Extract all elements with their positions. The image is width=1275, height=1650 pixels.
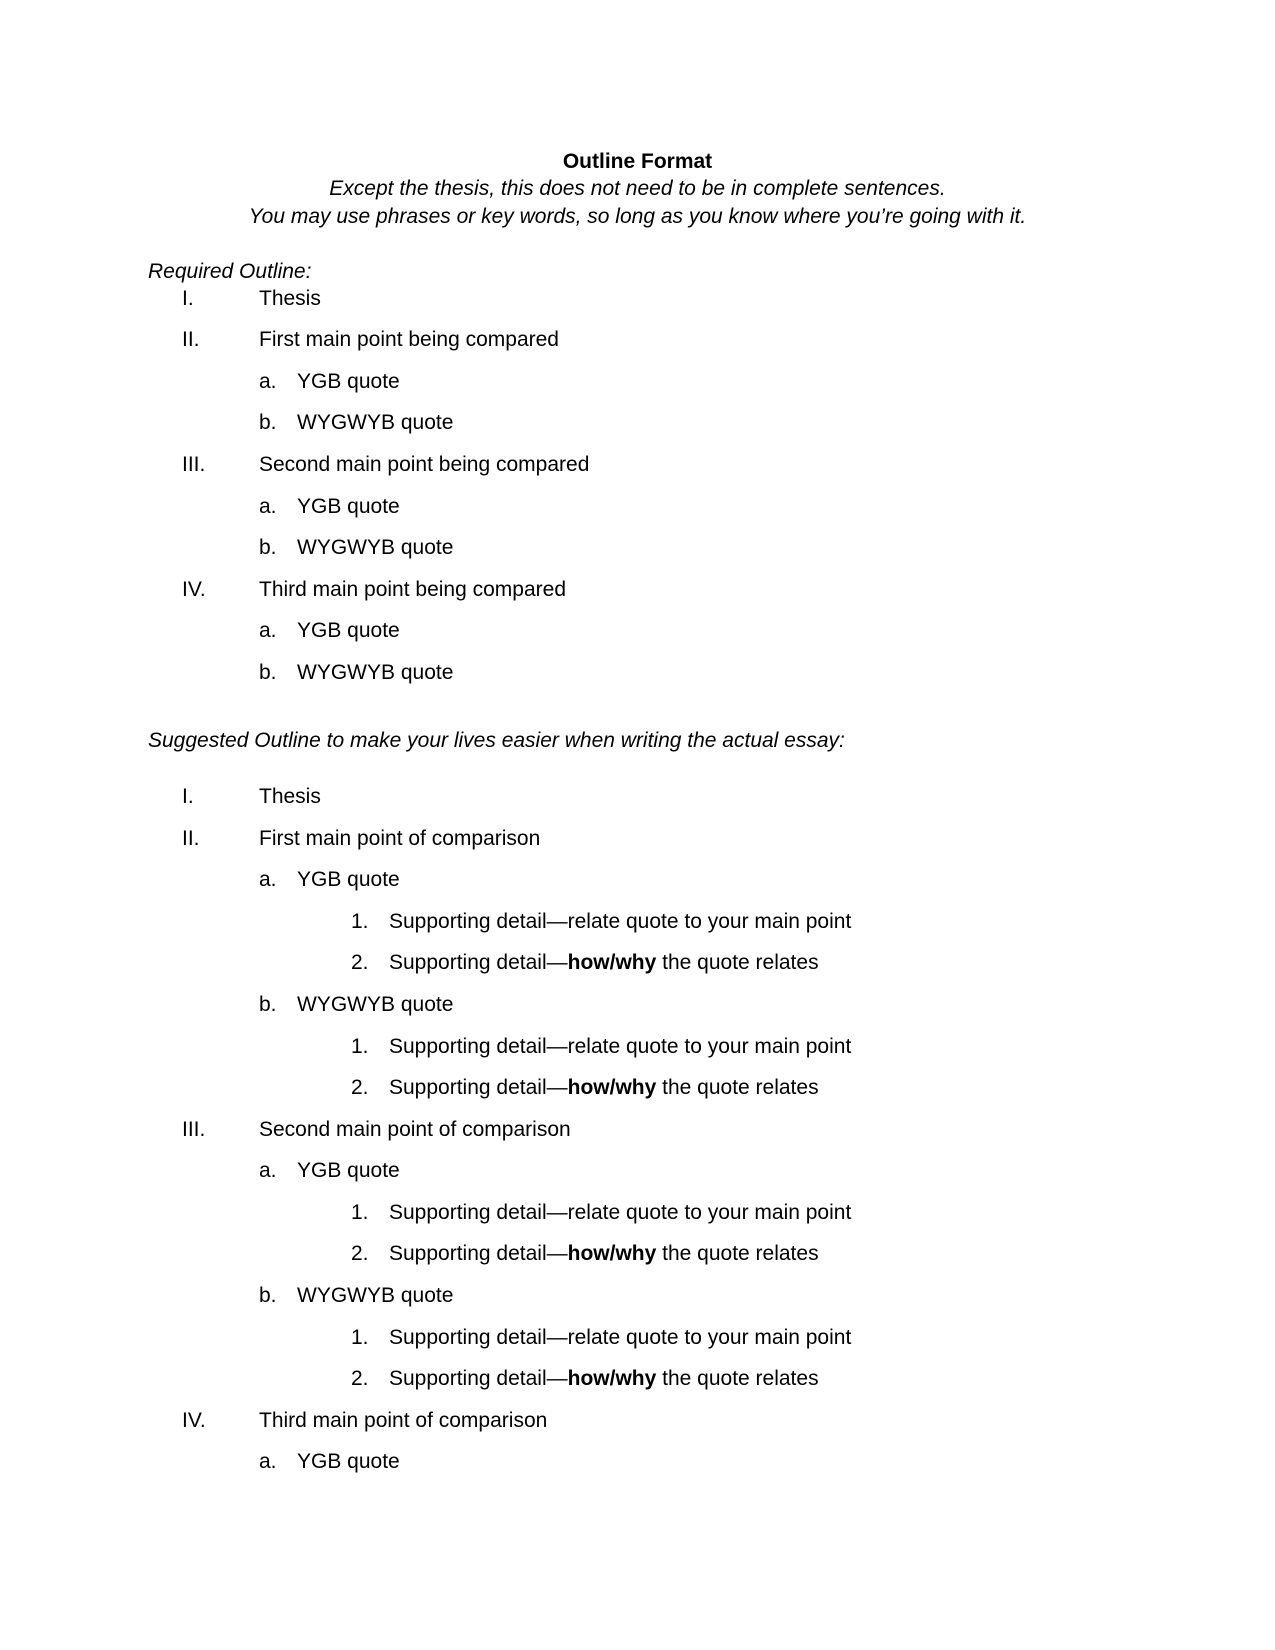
detail-text: the quote relates	[656, 951, 819, 974]
list-marker: a.	[259, 1159, 277, 1182]
suggested-outline-heading: Suggested Outline to make your lives easier when writing the actual essay:	[148, 729, 845, 752]
list-marker: II.	[182, 827, 200, 850]
supporting-detail	[389, 1242, 819, 1266]
list-marker: a.	[259, 370, 277, 393]
supporting-detail	[389, 1076, 819, 1100]
list-marker: I.	[182, 287, 194, 310]
required-outline-heading: Required Outline:	[148, 260, 312, 283]
supporting-detail: Supporting detail—relate quote to your main point	[389, 1201, 852, 1224]
list-marker: 2.	[351, 1242, 369, 1265]
detail-emphasis: how/why	[567, 1076, 657, 1099]
list-marker: b.	[259, 536, 277, 559]
list-marker: 2.	[351, 1076, 369, 1099]
list-item: YGB quote	[297, 619, 400, 642]
list-marker: b.	[259, 1284, 277, 1307]
subtitle-line-1: Except the thesis, this does not need to be in complete sentences.	[329, 177, 946, 200]
supporting-detail: Supporting detail—relate quote to your main point	[389, 1326, 852, 1349]
list-item: Thesis	[259, 287, 321, 310]
detail-text: Supporting detail—	[389, 951, 568, 974]
subtitle-line-2: You may use phrases or key words, so long as you know where you’re going with it.	[248, 205, 1027, 228]
list-item: WYGWYB quote	[297, 536, 454, 559]
list-marker: IV.	[182, 578, 206, 601]
detail-emphasis: how/why	[567, 1367, 657, 1390]
list-marker: a.	[259, 1450, 277, 1473]
list-marker: a.	[259, 868, 277, 891]
detail-text: the quote relates	[656, 1076, 819, 1099]
list-marker: III.	[182, 1118, 206, 1141]
detail-emphasis: how/why	[567, 1242, 657, 1265]
list-item: WYGWYB quote	[297, 993, 454, 1016]
detail-emphasis: how/why	[567, 951, 657, 974]
list-item: Third main point being compared	[259, 578, 567, 601]
list-marker: b.	[259, 661, 277, 684]
list-item: YGB quote	[297, 370, 400, 393]
list-marker: b.	[259, 993, 277, 1016]
list-item: WYGWYB quote	[297, 411, 454, 434]
detail-text: Supporting detail—	[389, 1242, 568, 1265]
list-marker: 1.	[351, 1201, 369, 1224]
page-title: Outline Format	[562, 150, 713, 173]
list-marker: 1.	[351, 1035, 369, 1058]
list-item: Second main point of comparison	[259, 1118, 571, 1141]
supporting-detail	[389, 951, 819, 975]
detail-text: the quote relates	[656, 1242, 819, 1265]
list-marker: 2.	[351, 951, 369, 974]
list-marker: 1.	[351, 910, 369, 933]
list-marker: 2.	[351, 1367, 369, 1390]
list-item: YGB quote	[297, 1450, 400, 1473]
list-item: Second main point being compared	[259, 453, 590, 476]
list-item: Thesis	[259, 785, 321, 808]
detail-text: Supporting detail—	[389, 1076, 568, 1099]
list-marker: IV.	[182, 1409, 206, 1432]
list-item: First main point being compared	[259, 328, 559, 351]
list-item: First main point of comparison	[259, 827, 541, 850]
list-item: WYGWYB quote	[297, 1284, 454, 1307]
list-item: YGB quote	[297, 868, 400, 891]
list-item: YGB quote	[297, 1159, 400, 1182]
list-marker: b.	[259, 411, 277, 434]
supporting-detail: Supporting detail—relate quote to your main point	[389, 910, 852, 933]
list-marker: a.	[259, 619, 277, 642]
list-item: WYGWYB quote	[297, 661, 454, 684]
supporting-detail: Supporting detail—relate quote to your main point	[389, 1035, 852, 1058]
list-item: YGB quote	[297, 495, 400, 518]
supporting-detail	[389, 1367, 819, 1391]
detail-text: Supporting detail—	[389, 1367, 568, 1390]
list-marker: III.	[182, 453, 206, 476]
detail-text: the quote relates	[656, 1367, 819, 1390]
list-marker: II.	[182, 328, 200, 351]
list-marker: a.	[259, 495, 277, 518]
list-item: Third main point of comparison	[259, 1409, 548, 1432]
list-marker: 1.	[351, 1326, 369, 1349]
list-marker: I.	[182, 785, 194, 808]
